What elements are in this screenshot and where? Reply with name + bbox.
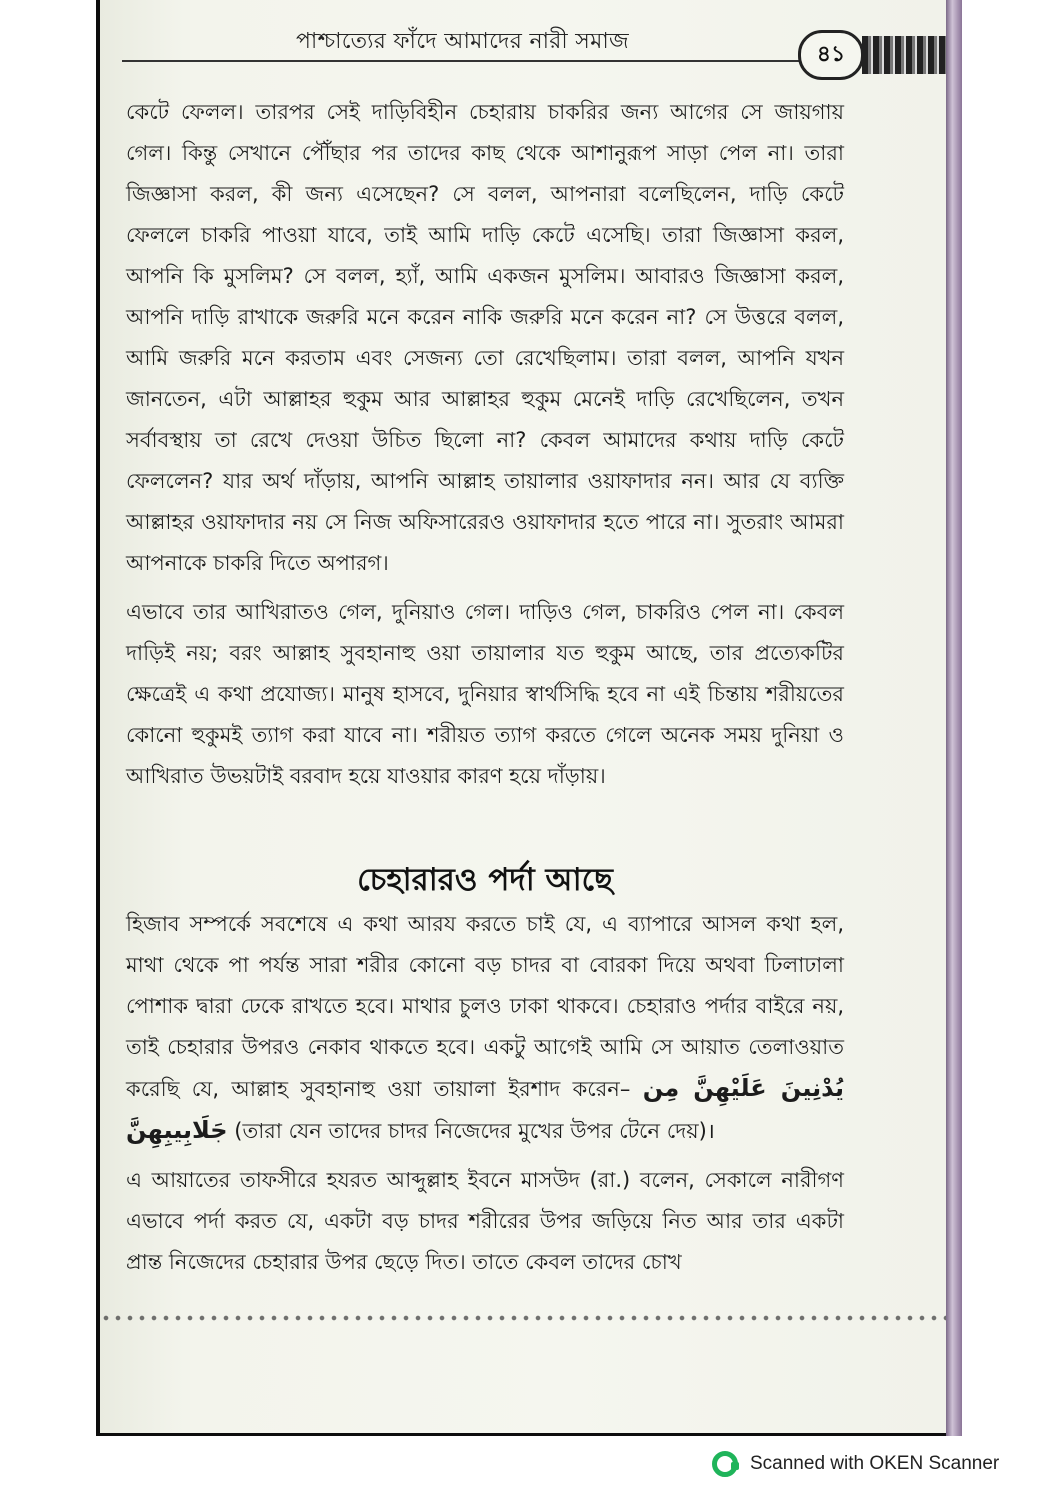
running-header-title: পাশ্চাত্যের ফাঁদে আমাদের নারী সমাজ bbox=[296, 29, 629, 54]
paragraph: এ আয়াতের তাফসীরে হযরত আব্দুল্লাহ ইবনে মাসউদ (রা.) বলেন, সেকালে নারীগণ এভাবে পর্দা করত যে, একটা বড় চাদর শরীরের উপর জড়িয়ে নিত আর তার একটা প্রান্ত নিজেদের চেহারার উপর ছেড়ে দিত। তাতে কেবল তাদের চোখ bbox=[126, 1168, 844, 1274]
oken-scanner-icon bbox=[712, 1451, 738, 1477]
verse-translation: (তারা যেন তাদের চাদর নিজেদের মুখের উপর টেনে দেয়)। bbox=[234, 1119, 715, 1143]
body-text-section bbox=[126, 904, 844, 1291]
section-heading: চেহারারও পর্দা আছে bbox=[357, 862, 613, 898]
paragraph: এভাবে তার আখিরাতও গেল, দুনিয়াও গেল। দাড়িও গেল, চাকরিও পেল না। কেবল দাড়িই নয়; বরং আল্লাহ সুবহানাহু ওয়া তায়ালার যত হুকুম আছে, তার প্রত্যেকটির ক্ষেত্রেই এ কথা প্রযোজ্য। মানুষ হাসবে, দুনিয়ার স্বার্থসিদ্ধি হবে না এই চিন্তায় শরীয়তের কোনো হুকুমই ত্যাগ করা যাবে না। শরীয়ত ত্যাগ করতে গেলে অনেক সময় দুনিয়া ও আখিরাত উভয়টাই বরবাদ হয়ে যাওয়ার কারণ হয়ে দাঁড়ায়। bbox=[126, 600, 844, 788]
scanner-watermark bbox=[712, 1448, 1052, 1480]
quran-verse: يُدْنِينَ عَلَيْهِنَّ مِن جَلَابِيبِهِنَّ bbox=[126, 1074, 845, 1144]
header-stripe-ornament bbox=[862, 36, 950, 74]
paragraph: কেটে ফেলল। তারপর সেই দাড়িবিহীন চেহারায় চাকরির জন্য আগের সে জায়গায় গেল। কিন্তু সেখানে পৌঁছার পর তাদের কাছ থেকে আশানুরূপ সাড়া পেল না। তারা জিজ্ঞাসা করল, কী জন্য এসেছেন? সে বলল, আপনারা বলেছিলেন, দাড়ি কেটে ফেললে চাকরি পাওয়া যাবে, তাই আমি দাড়ি কেটে এসেছি। তারা জিজ্ঞাসা করল, আপনি কি মুসলিম? সে বলল, হ্যাঁ, আমি একজন মুসলিম। আবারও জিজ্ঞাসা করল, আপনি দাড়ি রাখাকে জরুরি মনে করেন নাকি জরুরি মনে করেন না? সে উত্তরে বলল, আমি জরুরি মনে করতাম এবং সেজন্য তো রেখেছিলাম। তারা বলল, আপনি যখন জানতেন, এটা আল্লাহর হুকুম আর আল্লাহর হুকুম মেনেই দাড়ি রেখেছিলেন, তখন সর্বাবস্থায় তা রেখে দেওয়া উচিত ছিলো না? কেবল আমাদের কথায় দাড়ি কেটে ফেললেন? যার অর্থ দাঁড়ায়, আপনি আল্লাহ তায়ালার ওয়াফাদার নন। আর যে ব্যক্তি আল্লাহর ওয়াফাদার নয় সে নিজ অফিসারেরও ওয়াফাদার হতে পারে না। সুতরাং আমরা আপনাকে চাকরি দিতে অপারগ। bbox=[126, 100, 844, 575]
header-rule bbox=[122, 60, 822, 62]
paragraph bbox=[126, 904, 844, 1152]
footer-ornament-border bbox=[100, 1312, 946, 1324]
paragraph-text: হিজাব সম্পর্কে সবশেষে এ কথা আরয করতে চাই যে, এ ব্যাপারে আসল কথা হল, মাথা থেকে পা পর্যন্ত সারা শরীর কোনো বড় চাদর বা বোরকা দিয়ে অথবা ঢিলাঢালা পোশাক দ্বারা ঢেকে রাখতে হবে। মাথার চুলও ঢাকা থাকবে। চেহারাও পর্দার বাইরে নয়, তাই চেহারার উপরও নেকাব থাকতে হবে। একটু আগেই আমি সে আয়াত তেলাওয়াত করেছি যে, আল্লাহ সুবহানাহু ওয়া তায়ালা ইরশাদ করেন– bbox=[126, 912, 844, 1101]
page-paper bbox=[100, 0, 946, 1433]
scanned-book-page bbox=[96, 0, 962, 1436]
body-text-top bbox=[126, 92, 844, 805]
page-number-badge: ৪১ bbox=[798, 30, 864, 80]
book-page-edge bbox=[946, 0, 962, 1436]
scanner-label: Scanned with OKEN Scanner bbox=[750, 1453, 1000, 1474]
